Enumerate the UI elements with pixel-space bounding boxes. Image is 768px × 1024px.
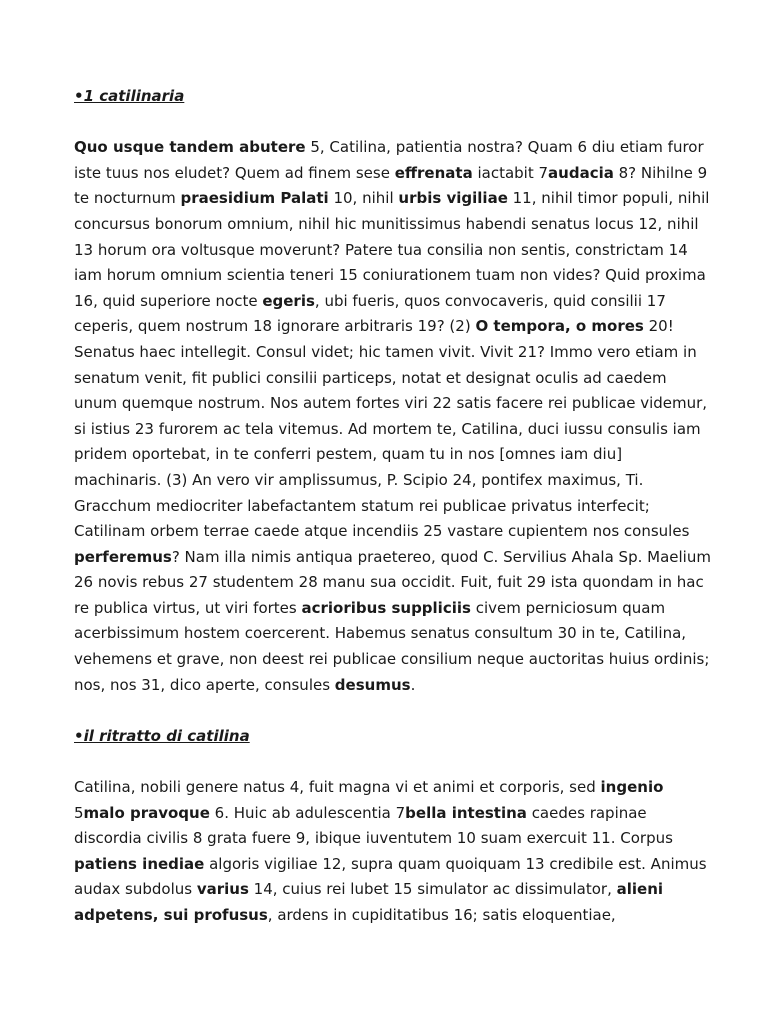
text-run: 5 bbox=[74, 803, 84, 822]
bold-phrase: malo pravoque bbox=[83, 803, 210, 822]
bold-phrase: desumus bbox=[334, 675, 411, 694]
text-run: 6. Huic ab adulescentia 7 bbox=[209, 803, 406, 822]
bold-phrase: audacia bbox=[548, 163, 614, 182]
section-heading: •1 catilinaria bbox=[74, 87, 185, 105]
text-run: , ubi fueris, quos convocaveris, quid consilii 17 ceperis, quem nostrum 18 ignorare arbitraris 19? (2) bbox=[74, 291, 666, 336]
text-run: algoris vigiliae 12, supra quam quoiquam 13 credibile est. Animus audax subdolus bbox=[74, 854, 707, 899]
text-run: 20! Senatus haec intellegit. Consul videt; hic tamen vivit. Vivit 21? Immo vero etiam in senatum venit, fit publici consilii particeps, notat et designat oculis ad caedem unum quemque nostrum. Nos autem fortes viri 22 satis facere rei publicae videmur, si istius 23 furorem ac tela vitemus. Ad mortem te, Catilina, duci iussu consulis iam pridem oportebat, in te conferri pestem, quam tu in nos [omnes iam diu] machinaris. (3) An vero vir amplissumus, P. Scipio 24, pontifex maximus, Ti. Gracchum mediocriter labefactantem statum rei publicae privatus interfecit; Catilinam orbem terrae caede atque incendiis 25 vastare cupientem nos consules bbox=[74, 317, 708, 541]
paragraph bbox=[74, 135, 714, 698]
bold-phrase: varius bbox=[196, 880, 249, 899]
section-first-catilinarian bbox=[74, 84, 714, 698]
bold-phrase: alieni adpetens, sui profusus bbox=[74, 880, 664, 924]
bold-phrase: effrenata bbox=[394, 163, 473, 182]
bold-phrase: ingenio bbox=[600, 778, 664, 797]
text-run: 11, nihil timor populi, nihil concursus bonorum omnium, nihil hic munitissimus habendi senatus locus 12, nihil 13 horum ora voltusque moverunt? Patere tua consilia non sentis, constrictam 14 iam horum omnium scientia teneri 15 coniurationem tuam non vides? Quid proxima 16, quid superiore nocte bbox=[74, 189, 710, 310]
text-run: iactabit 7 bbox=[472, 163, 549, 182]
bold-phrase: perferemus bbox=[74, 547, 172, 566]
text-run: caedes rapinae discordia civilis 8 grata fuere 9, ibique iuventutem 10 suam exercuit 11. Corpus bbox=[74, 803, 673, 848]
text-run: civem perniciosum quam acerbissimum hostem coercerent. Habemus senatus consultum 30 in te, Catilina, vehemens et grave, non deest rei publicae consilium neque auctoritas huius ordinis; nos, nos 31, dico aperte, consules bbox=[74, 598, 710, 694]
bold-phrase: Quo usque tandem abutere bbox=[74, 138, 306, 157]
bold-phrase: acrioribus suppliciis bbox=[301, 598, 471, 617]
bold-phrase: O tempora, o mores bbox=[475, 317, 644, 336]
document-page bbox=[74, 84, 714, 954]
text-run: , ardens in cupiditatibus 16; satis eloquentiae, bbox=[267, 906, 616, 924]
bold-phrase: bella intestina bbox=[405, 803, 527, 822]
bold-phrase: patiens inediae bbox=[74, 854, 205, 873]
text-run: 8? Nihilne 9 te nocturnum bbox=[74, 163, 708, 208]
text-run: ? Nam illa nimis antiqua praetereo, quod C. Servilius Ahala Sp. Maelium 26 novis rebus 27 studentem 28 manu sua occidit. Fuit, fuit 29 ista quondam in hac re publica virtus, ut viri fortes bbox=[74, 547, 711, 617]
section-portrait-of-catiline bbox=[74, 724, 714, 929]
text-run: 5, Catilina, patientia nostra? Quam 6 diu etiam furor iste tuus nos eludet? Quem ad finem sese bbox=[74, 138, 704, 182]
text-run: . bbox=[410, 675, 416, 694]
bold-phrase: egeris bbox=[262, 291, 315, 310]
paragraph bbox=[74, 775, 714, 929]
text-run: 10, nihil bbox=[328, 189, 399, 208]
text-run: Catilina, nobili genere natus 4, fuit magna vi et animi et corporis, sed bbox=[74, 778, 601, 797]
bold-phrase: praesidium Palati bbox=[180, 189, 329, 208]
text-run: 14, cuius rei lubet 15 simulator ac dissimulator, bbox=[248, 880, 617, 899]
section-heading: •il ritratto di catilina bbox=[74, 726, 250, 745]
bold-phrase: urbis vigiliae bbox=[398, 189, 508, 208]
